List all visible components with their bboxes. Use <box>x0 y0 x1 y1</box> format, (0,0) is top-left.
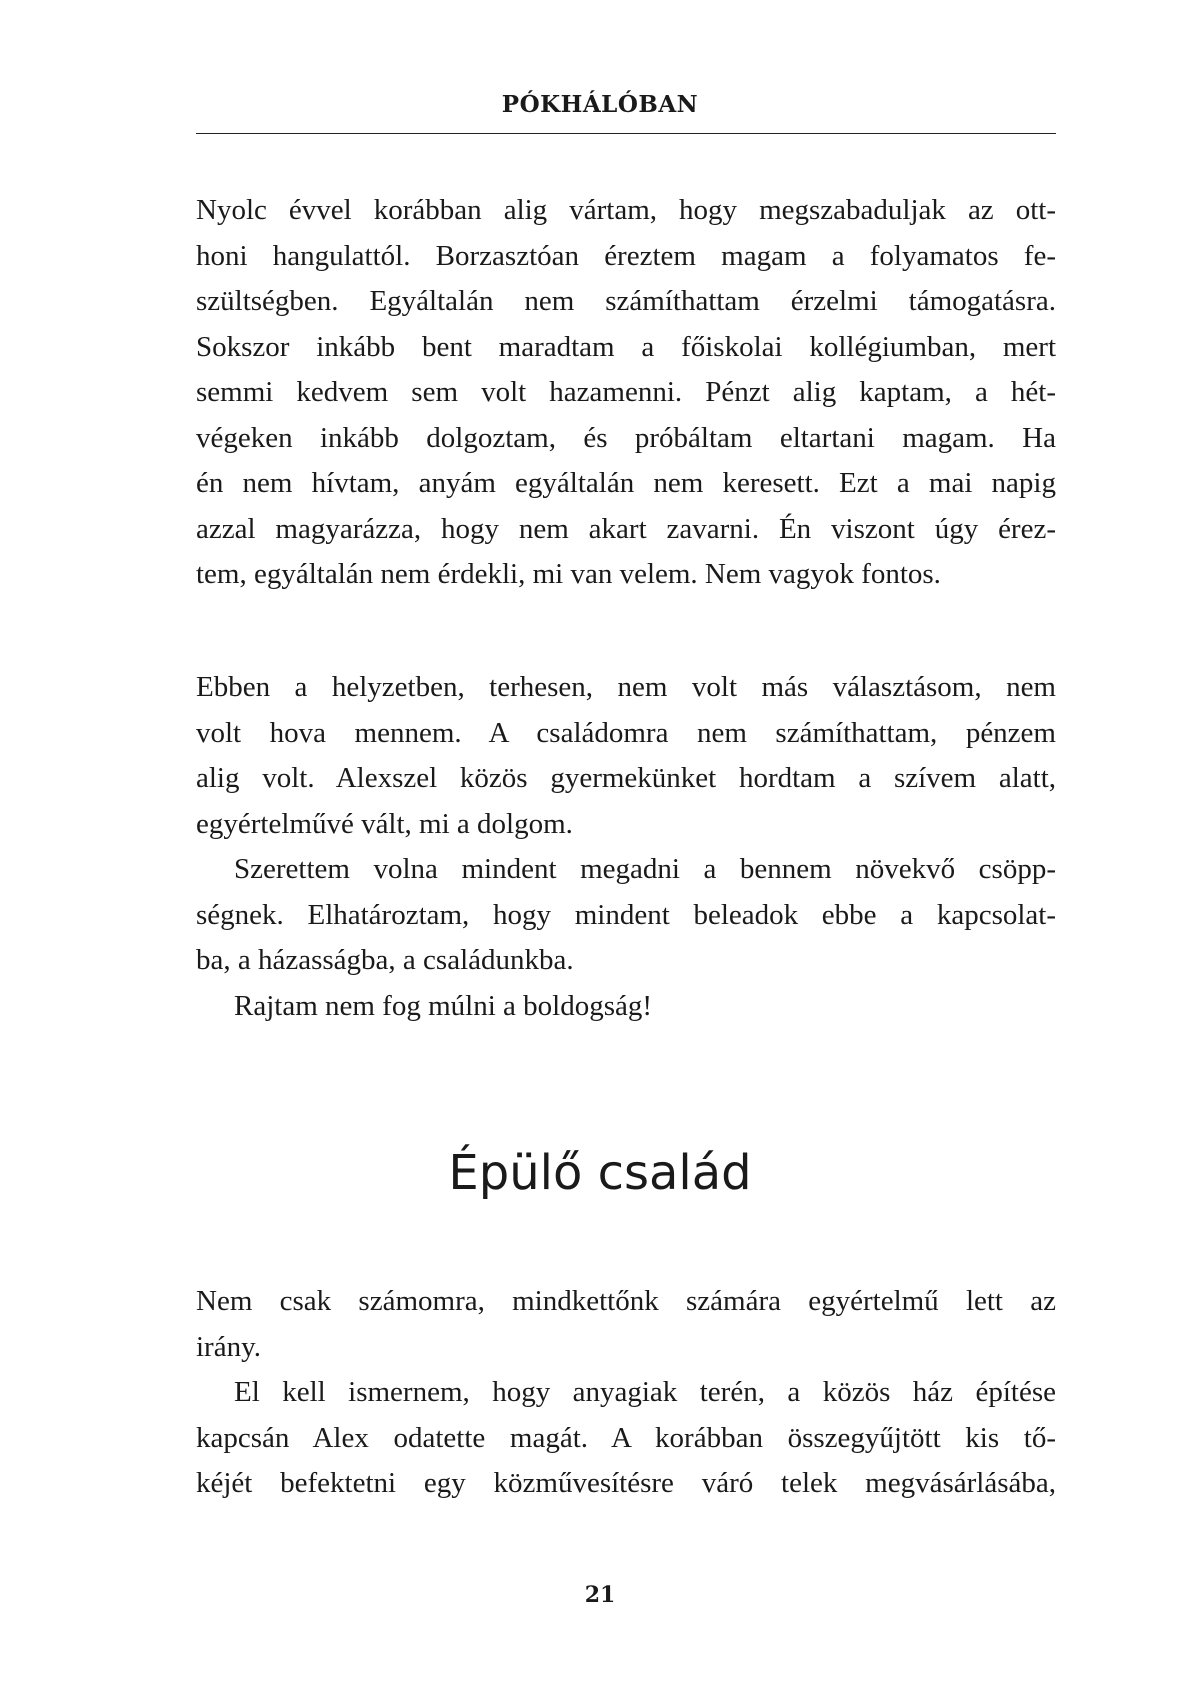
text-line: honi hangulattól. Borzasztóan éreztem magam a folyamatos fe- <box>196 239 1056 272</box>
text-line: volt hova mennem. A családomra nem számíthattam, pénzem <box>196 716 1056 749</box>
paragraph <box>196 1279 1056 1370</box>
text-line: ségnek. Elhatároztam, hogy mindent beleadok ebbe a kapcsolat- <box>196 898 1056 931</box>
text-line: ba, a házasságba, a családunkba. <box>196 944 574 976</box>
text-line: szültségben. Egyáltalán nem számíthattam érzelmi támogatásra. <box>196 285 1056 317</box>
text-line: Rajtam nem fog múlni a boldogság! <box>234 990 653 1022</box>
page-number: 21 <box>584 1582 616 1608</box>
text-line: egyértelművé vált, mi a dolgom. <box>196 807 573 840</box>
text-line: Szerettem volna mindent megadni a bennem növekvő csöpp- <box>234 853 1056 885</box>
paragraph <box>196 188 1056 598</box>
chapter-title: Épülő család <box>448 1145 752 1201</box>
paragraph <box>196 984 1056 1030</box>
text-line: tem, egyáltalán nem érdekli, mi van velem. Nem vagyok fontos. <box>196 558 941 590</box>
paragraph <box>196 1370 1056 1507</box>
text-line: azzal magyarázza, hogy nem akart zavarni. Én viszont úgy érez- <box>196 512 1056 545</box>
running-head: PÓKHÁLÓBAN <box>501 91 699 118</box>
text-line: kéjét befektetni egy közművesítésre váró telek megvásárlásába, <box>196 1467 1056 1499</box>
paragraph <box>196 847 1056 984</box>
text-line: Nyolc évvel korábban alig vártam, hogy megszabaduljak az ott- <box>196 194 1056 226</box>
text-line: irány. <box>196 1330 261 1363</box>
text-line: semmi kedvem sem volt hazamenni. Pénzt alig kaptam, a hét- <box>196 376 1056 408</box>
text-line: Sokszor inkább bent maradtam a főiskolai kollégiumban, mert <box>196 330 1056 363</box>
text-line: Nem csak számomra, mindkettőnk számára egyértelmű lett az <box>196 1285 1056 1317</box>
text-line: alig volt. Alexszel közös gyermekünket hordtam a szívem alatt, <box>196 762 1056 794</box>
text-line: kapcsán Alex odatette magát. A korábban összegyűjtött kis tő- <box>196 1421 1056 1454</box>
text-line: El kell ismernem, hogy anyagiak terén, a közös ház építése <box>234 1376 1056 1408</box>
text-line: Ebben a helyzetben, terhesen, nem volt más választásom, nem <box>196 671 1056 703</box>
text-line: én nem hívtam, anyám egyáltalán nem keresett. Ezt a mai napig <box>196 467 1056 499</box>
paragraph <box>196 665 1056 847</box>
text-line: végeken inkább dolgoztam, és próbáltam eltartani magam. Ha <box>196 421 1056 454</box>
header-rule <box>196 133 1056 134</box>
